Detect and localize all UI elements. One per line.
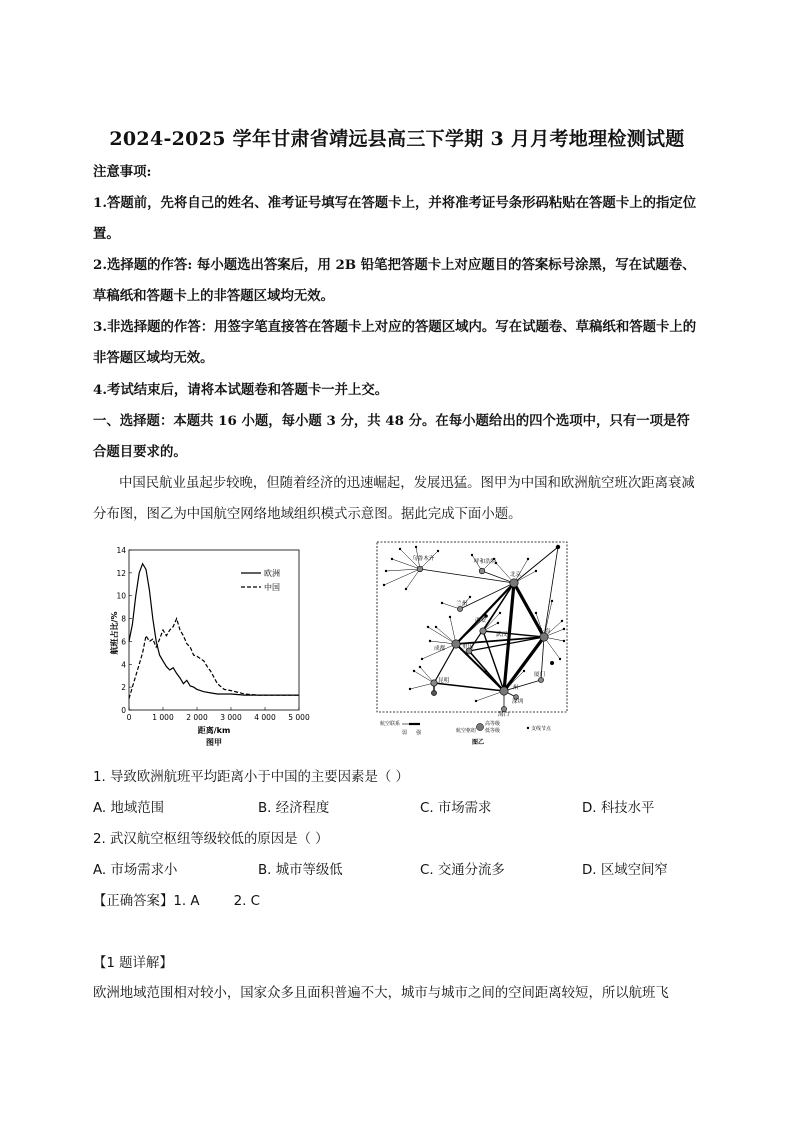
notice-heading: 注意事项: [93, 164, 152, 180]
legend-node-label: 支线节点 [531, 726, 552, 732]
q1-option-c: C. 市场需求 [420, 801, 492, 816]
x-tick-label: 2 000 [186, 713, 208, 722]
q2-option-c: C. 交通分流多 [420, 863, 505, 878]
y-tick-label: 10 [116, 591, 126, 601]
q2-option-a: A. 市场需求小 [93, 863, 178, 878]
q1-option-d: D. 科技水平 [582, 801, 655, 816]
page-title: 2024-2025 学年甘肃省靖远县高三下学期 3 月月考地理检测试题 [109, 128, 685, 150]
notice-item-4: 4.考试结束后，请将本试题卷和答题卡一并上交。 [93, 382, 389, 398]
figure-b-caption: 图乙 [472, 739, 485, 746]
figure-a-caption: 图甲 [206, 738, 222, 747]
city-lanzhou: 兰州 [456, 601, 468, 607]
y-tick-label: 6 [121, 637, 126, 647]
notice-item-3: 3.非选择题的作答：用签字笔直接答在答题卡上对应的答题区域内。写在试题卷、草稿纸和答题卡上的非答题区域均无效。 [93, 319, 697, 366]
q2-option-b: B. 城市等级低 [258, 863, 343, 878]
detail-title: 【1 题详解】 [93, 956, 173, 971]
legend-strong: 强 [416, 730, 422, 736]
x-axis-label: 距离/km [197, 726, 231, 735]
city-xiamen: 厦门 [534, 672, 546, 678]
figure-b-network [376, 541, 568, 746]
city-shanghai: 上海 [539, 629, 551, 635]
legend-china: 中国 [264, 583, 280, 592]
legend-high: 高等级 [485, 721, 501, 727]
q1-option-a: A. 地域范围 [93, 801, 164, 816]
y-axis-label: 航班占比/% [110, 611, 119, 655]
legend-weak: 弱 [402, 730, 408, 736]
city-wuhan: 武汉 [496, 632, 508, 638]
city-haikou: 海口 [498, 712, 510, 718]
x-tick-label: 3 000 [220, 713, 242, 722]
city-beijing: 北京 [510, 572, 522, 578]
city-hohhot: 呼和浩特 [474, 559, 497, 565]
legend-link-label: 航空联系 [380, 721, 401, 727]
y-tick-label: 12 [116, 568, 126, 578]
detail-text: 欧洲地域范围相对较小，国家众多且面积普遍不大，城市与城市之间的空间距离较短，所以航班飞 [93, 986, 669, 1001]
answer-line: 【正确答案】1. A 2. C [93, 894, 260, 909]
city-chongqing: 重庆 [462, 644, 474, 650]
x-tick-label: 4 000 [254, 713, 276, 722]
legend-hub-label: 航空枢纽 [456, 728, 477, 734]
section-heading: 一、选择题：本题共 16 小题，每小题 3 分，共 48 分。在每小题给出的四个选项中，只有一项是符合题目要求的。 [93, 413, 690, 460]
city-guangzhou: 广州 [507, 685, 519, 691]
notice-item-2: 2.选择题的作答: 每小题选出答案后，用 2B 铅笔把答题卡上对应题目的答案标号涂黑，写在试题卷、草稿纸和答题卡上的非答题区域均无效。 [93, 257, 696, 304]
network-legend [380, 720, 552, 746]
x-tick-label: 5 000 [288, 713, 310, 722]
city-xian: 西安 [475, 618, 487, 624]
city-chengdu: 成都 [434, 646, 446, 652]
city-shenzhen: 深圳 [512, 699, 524, 705]
city-kunming: 昆明 [438, 678, 450, 684]
q1-option-b: B. 经济程度 [258, 801, 330, 816]
figure-a-chart [110, 538, 318, 750]
city-urumqi: 乌鲁木齐 [412, 556, 435, 562]
legend-europe: 欧洲 [264, 569, 280, 578]
y-tick-label: 2 [121, 683, 126, 693]
legend-low: 低等级 [485, 728, 501, 734]
question-1-stem: 1. 导致欧洲航班平均距离小于中国的主要因素是（ ） [93, 770, 409, 785]
y-tick-label: 4 [121, 660, 126, 670]
notice-item-1: 1.答题前，先将自己的姓名、准考证号填写在答题卡上，并将准考证号条形码粘贴在答题卡上的指定位置。 [93, 195, 697, 242]
x-tick-label: 1 000 [152, 713, 174, 722]
q2-option-d: D. 区域空间窄 [582, 863, 668, 878]
y-tick-label: 0 [121, 706, 126, 715]
intro-paragraph: 中国民航业虽起步较晚，但随着经济的迅速崛起，发展迅猛。图甲为中国和欧洲航空班次距离衰减分布图，图乙为中国航空网络地域组织模式示意图。据此完成下面小题。 [93, 476, 695, 522]
figures [93, 538, 703, 750]
y-tick-label: 8 [121, 614, 126, 624]
x-tick-label: 0 [126, 713, 132, 722]
question-2-stem: 2. 武汉航空枢纽等级较低的原因是（ ） [93, 832, 329, 847]
y-tick-label: 14 [116, 546, 126, 555]
